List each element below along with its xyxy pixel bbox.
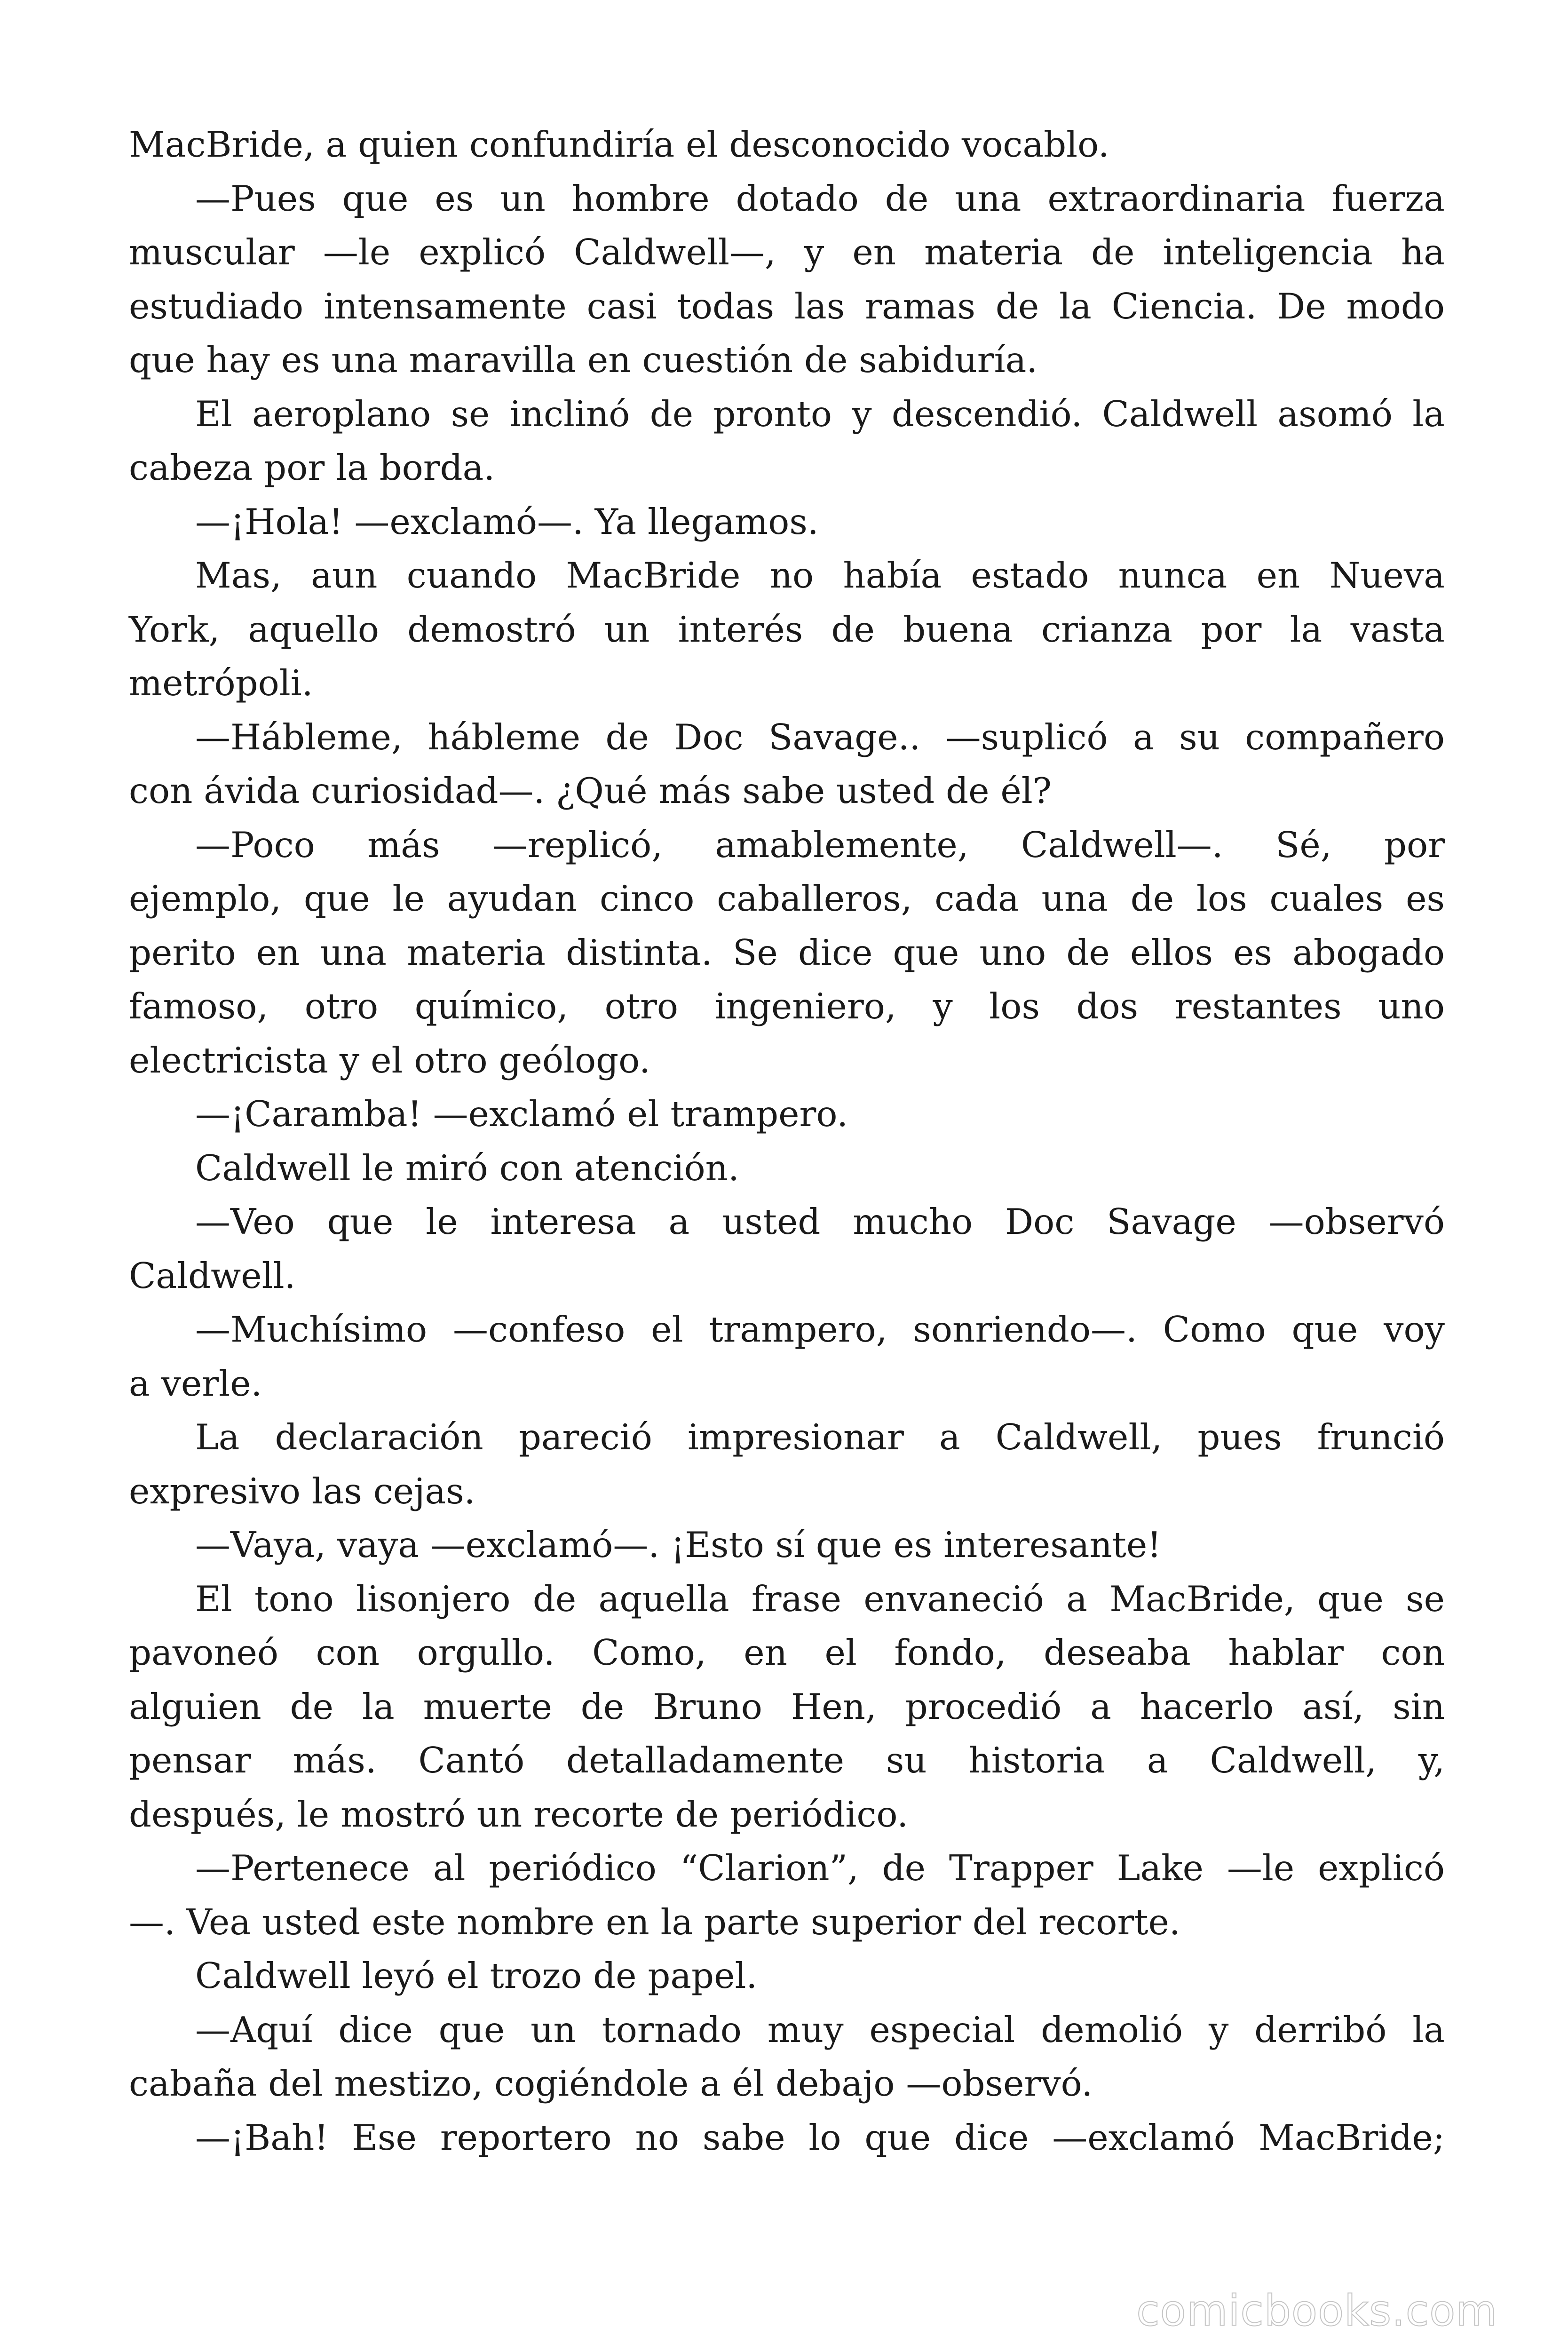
text-line: a verle.	[129, 1362, 262, 1404]
site-watermark: comicbooks.com	[1136, 2286, 1497, 2336]
text-line: perito en una materia distinta. Se dice que uno de ellos es abogado	[129, 931, 1445, 973]
text-line: —Hábleme, hábleme de Doc Savage.. —suplicó a su compañero	[195, 716, 1445, 758]
text-line: ejemplo, que le ayudan cinco caballeros, cada una de los cuales es	[129, 878, 1445, 919]
text-line: Caldwell le miró con atención.	[195, 1147, 739, 1189]
text-line: que hay es una maravilla en cuestión de sabiduría.	[129, 339, 1038, 381]
text-line: El aeroplano se inclinó de pronto y descendió. Caldwell asomó la	[195, 393, 1445, 435]
text-line: El tono lisonjero de aquella frase envaneció a MacBride, que se	[195, 1578, 1445, 1620]
text-line: cabaña del mestizo, cogiéndole a él debajo —observó.	[129, 2063, 1093, 2104]
text-line: cabeza por la borda.	[129, 447, 495, 488]
text-line: muscular —le explicó Caldwell—, y en materia de inteligencia ha	[129, 231, 1445, 273]
text-line: MacBride, a quien confundiría el desconocido vocablo.	[129, 124, 1109, 165]
text-line: Caldwell.	[129, 1255, 296, 1296]
text-line: York, aquello demostró un interés de buena crianza por la vasta	[129, 608, 1445, 650]
text-line: famoso, otro químico, otro ingeniero, y los dos restantes uno	[129, 985, 1445, 1027]
text-line: —¡Caramba! —exclamó el trampero.	[195, 1093, 848, 1135]
text-line: con ávida curiosidad—. ¿Qué más sabe usted de él?	[129, 770, 1052, 811]
text-line: —Vaya, vaya —exclamó—. ¡Esto sí que es interesante!	[195, 1524, 1162, 1565]
text-line: —Muchísimo —confeso el trampero, sonriendo—. Como que voy	[195, 1309, 1445, 1350]
text-line: alguien de la muerte de Bruno Hen, procedió a hacerlo así, sin	[129, 1685, 1445, 1727]
text-line: La declaración pareció impresionar a Caldwell, pues frunció	[195, 1416, 1445, 1458]
text-line: —Pertenece al periódico “Clarion”, de Trapper Lake —le explicó	[195, 1847, 1445, 1889]
text-line: pavoneó con orgullo. Como, en el fondo, deseaba hablar con	[129, 1632, 1445, 1673]
text-line: expresivo las cejas.	[129, 1470, 475, 1512]
text-line: estudiado intensamente casi todas las ramas de la Ciencia. De modo	[129, 285, 1445, 327]
text-line: —Pues que es un hombre dotado de una extraordinaria fuerza	[195, 177, 1445, 219]
text-line: —Aquí dice que un tornado muy especial demolió y derribó la	[195, 2009, 1445, 2050]
text-line: —¡Hola! —exclamó—. Ya llegamos.	[195, 501, 819, 542]
body-text	[129, 118, 1445, 2164]
text-line: —¡Bah! Ese reportero no sabe lo que dice —exclamó MacBride;	[195, 2116, 1445, 2158]
text-line: electricista y el otro geólogo.	[129, 1039, 650, 1081]
text-line: —. Vea usted este nombre en la parte superior del recorte.	[129, 1901, 1180, 1943]
text-line: metrópoli.	[129, 662, 313, 704]
text-line: —Poco más —replicó, amablemente, Caldwell—. Sé, por	[195, 824, 1445, 866]
text-line: Mas, aun cuando MacBride no había estado nunca en Nueva	[195, 555, 1445, 596]
text-line: —Veo que le interesa a usted mucho Doc Savage —observó	[195, 1201, 1445, 1242]
text-line: pensar más. Cantó detalladamente su historia a Caldwell, y,	[129, 1740, 1445, 1781]
text-line: después, le mostró un recorte de periódico.	[129, 1793, 909, 1835]
text-line: Caldwell leyó el trozo de papel.	[195, 1955, 758, 1996]
